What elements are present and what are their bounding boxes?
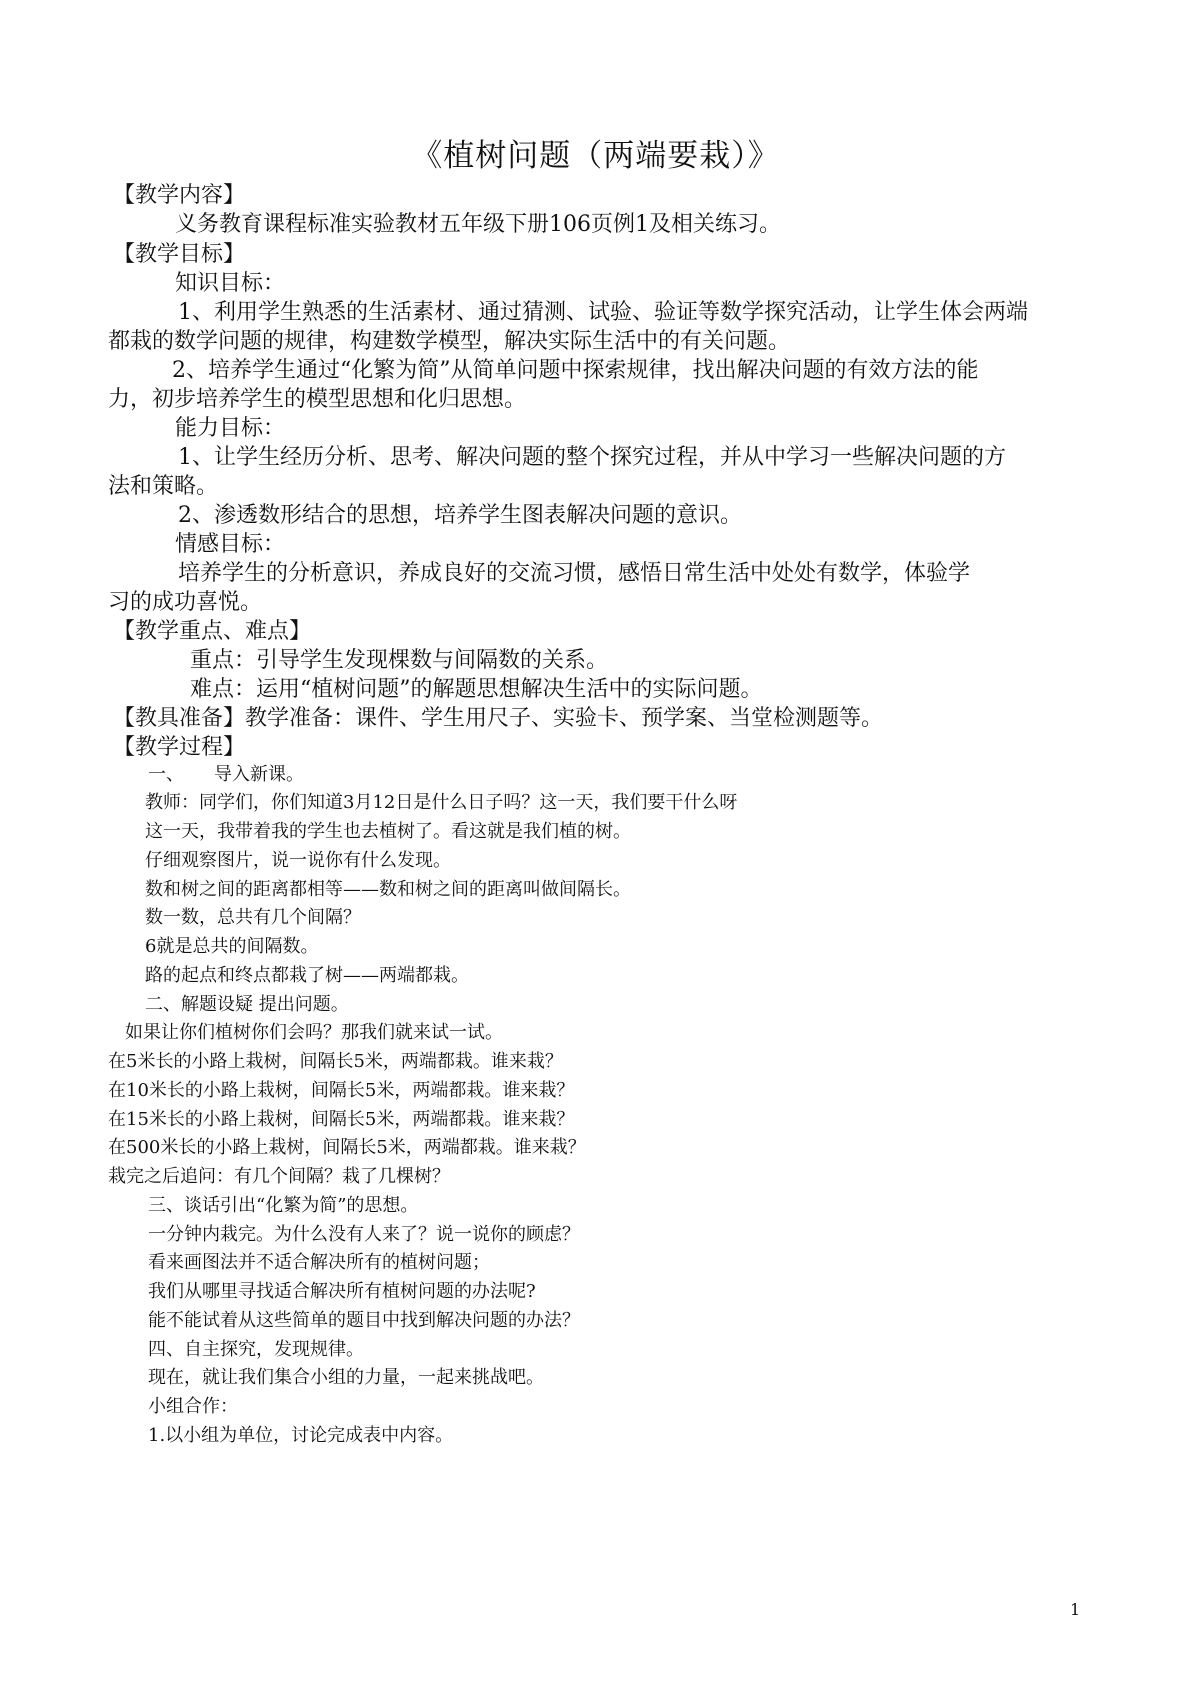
key-heading: 【教学重点、难点】: [113, 619, 312, 644]
process-heading: 【教学过程】: [113, 735, 246, 760]
knowledge-1a: 1、利用学生熟悉的生活素材、通过猜测、试验、验证等数学探究活动，让学生体会两端: [178, 300, 1028, 325]
document-title: 《植树问题（两端要栽）》: [411, 138, 780, 174]
process-line: 1.以小组为单位，讨论完成表中内容。: [148, 1425, 454, 1446]
process-line: 在500米长的小路上栽树，间隔长5米，两端都栽。谁来栽？: [108, 1137, 586, 1158]
tools-line: 【教具准备】教学准备：课件、学生用尺子、实验卡、预学案、当堂检测题等。: [113, 706, 884, 731]
process-line: 路的起点和终点都栽了树——两端都栽。: [145, 965, 469, 986]
process-line: 在15米长的小路上栽树，间隔长5米，两端都栽。谁来栽？: [108, 1109, 575, 1130]
step1-number: 一、: [148, 764, 184, 785]
process-line: 看来画图法并不适合解决所有的植树问题；: [148, 1252, 490, 1273]
content-text: 义务教育课程标准实验教材五年级下册106页例1及相关练习。: [175, 212, 781, 237]
process-line: 在10米长的小路上栽树，间隔长5米，两端都栽。谁来栽？: [108, 1080, 575, 1101]
ability-2: 2、渗透数形结合的思想，培养学生图表解决问题的意识。: [178, 503, 742, 528]
process-line: 栽完之后追问：有几个间隔？栽了几棵树？: [108, 1166, 450, 1187]
step4-heading: 四、自主探究，发现规律。: [148, 1339, 364, 1360]
ability-1a: 1、让学生经历分析、思考、解决问题的整个探究过程，并从中学习一些解决问题的方: [178, 445, 1006, 470]
ability-label: 能力目标：: [175, 416, 286, 441]
process-line: 现在，就让我们集合小组的力量，一起来挑战吧。: [148, 1367, 544, 1388]
process-line: 教师：同学们，你们知道3月12日是什么日子吗？这一天，我们要干什么呀: [145, 792, 738, 813]
process-line: 能不能试着从这些简单的题目中找到解决问题的办法？: [148, 1310, 580, 1331]
emotion-a: 培养学生的分析意识，养成良好的交流习惯，感悟日常生活中处处有数学，体验学: [178, 561, 971, 586]
process-line: 仔细观察图片，说一说你有什么发现。: [145, 850, 451, 871]
process-line: 一分钟内栽完。为什么没有人来了？说一说你的顾虑？: [148, 1224, 580, 1245]
process-line: 这一天，我带着我的学生也去植树了。看这就是我们植的树。: [145, 821, 631, 842]
emotion-label: 情感目标：: [175, 532, 286, 557]
knowledge-2b: 力，初步培养学生的模型思想和化归思想。: [108, 387, 527, 412]
step2-heading: 二、解题设疑 提出问题。: [145, 994, 349, 1015]
process-line: 小组合作：: [148, 1396, 238, 1417]
process-line: 数一数，总共有几个间隔？: [145, 907, 361, 928]
emotion-b: 习的成功喜悦。: [108, 590, 263, 615]
page-number: 1: [1070, 1600, 1081, 1619]
process-line: 数和树之间的距离都相等——数和树之间的距离叫做间隔长。: [145, 879, 631, 900]
step1-title: 导入新课。: [214, 764, 304, 785]
process-line: 6就是总共的间隔数。: [145, 936, 319, 957]
goals-heading: 【教学目标】: [113, 242, 246, 267]
process-line: 在5米长的小路上栽树，间隔长5米，两端都栽。谁来栽？: [108, 1051, 563, 1072]
process-line: 我们从哪里寻找适合解决所有植树问题的办法呢?: [148, 1281, 536, 1302]
difficult-point: 难点：运用“植树问题”的解题思想解决生活中的实际问题。: [190, 677, 763, 702]
process-line: 如果让你们植树你们会吗？那我们就来试一试。: [125, 1022, 503, 1043]
step3-heading: 三、谈话引出“化繁为简”的思想。: [148, 1195, 419, 1216]
knowledge-2a: 2、培养学生通过“化繁为简”从简单问题中探索规律，找出解决问题的有效方法的能: [172, 358, 979, 383]
key-point: 重点：引导学生发现棵数与间隔数的关系。: [190, 648, 609, 673]
knowledge-label: 知识目标：: [175, 271, 286, 296]
knowledge-1b: 都栽的数学问题的规律，构建数学模型，解决实际生活中的有关问题。: [108, 329, 791, 354]
content-heading: 【教学内容】: [113, 183, 246, 208]
ability-1b: 法和策略。: [108, 474, 219, 499]
